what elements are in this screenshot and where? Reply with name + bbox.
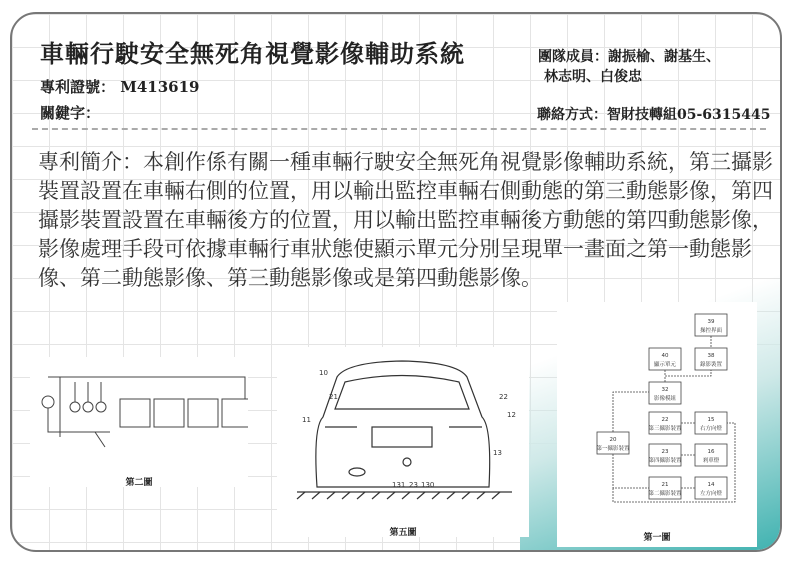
svg-text:22: 22 — [662, 417, 669, 423]
patent-card — [10, 12, 782, 552]
figure-2-diagram — [30, 357, 248, 467]
svg-text:40: 40 — [662, 353, 669, 359]
svg-text:顯示單元: 顯示單元 — [654, 360, 677, 368]
figure-1-caption: 第一圖 — [557, 530, 757, 543]
svg-text:13: 13 — [493, 449, 502, 457]
patent-summary: 專利簡介：本創作係有關一種車輛行駛安全無死角視覺影像輔助系統，第三攝影裝置設置在車輛右側的位置，用以輸出監控車輛右側動態的第三動態影像，第四攝影裝置設置在車輛後方的位置，用以輸出監控車輛後方動態的第四動態影像，影像處理手段可依據車輛行車狀態使顯示單元分別呈現單一畫面之第一動態影像、第二動態影像、第三動態影像或是第四動態影像。 — [38, 148, 778, 293]
figure-5-caption: 第五圖 — [277, 525, 529, 538]
svg-text:131: 131 — [392, 481, 405, 489]
svg-text:14: 14 — [708, 482, 715, 488]
svg-text:21: 21 — [662, 482, 669, 488]
svg-text:23: 23 — [662, 449, 669, 455]
svg-text:21: 21 — [329, 393, 338, 401]
svg-text:38: 38 — [708, 353, 715, 359]
figure-5 — [277, 347, 529, 537]
svg-text:16: 16 — [708, 449, 715, 455]
figure-2-caption: 第二圖 — [30, 475, 248, 488]
svg-text:第四攝影裝置: 第四攝影裝置 — [648, 456, 682, 464]
svg-text:左方向燈: 左方向燈 — [700, 489, 723, 497]
figure-1 — [557, 302, 757, 547]
svg-text:右方向燈: 右方向燈 — [700, 424, 723, 432]
figure-5-car-rear — [277, 347, 529, 512]
svg-text:32: 32 — [662, 387, 669, 393]
contact-info: 聯絡方式：智財技轉組05-6315445 — [537, 104, 770, 124]
svg-text:第一攝影裝置: 第一攝影裝置 — [596, 444, 630, 452]
keywords-label: 關鍵字： — [40, 102, 100, 123]
svg-text:130: 130 — [421, 481, 434, 489]
svg-text:第二攝影裝置: 第二攝影裝置 — [648, 489, 682, 497]
patent-title: 車輛行駛安全無死角視覺影像輔助系統 — [40, 34, 465, 69]
patent-number: M413619 — [120, 78, 199, 96]
svg-text:39: 39 — [708, 319, 715, 325]
svg-text:錄影裝置: 錄影裝置 — [700, 360, 723, 368]
figure-2 — [30, 357, 248, 487]
divider — [32, 128, 766, 130]
svg-text:剎車燈: 剎車燈 — [703, 456, 720, 464]
svg-text:11: 11 — [302, 416, 311, 424]
svg-text:15: 15 — [708, 417, 715, 423]
svg-text:操控界面: 操控界面 — [700, 326, 723, 334]
svg-text:12: 12 — [507, 411, 516, 419]
svg-text:20: 20 — [610, 437, 617, 443]
svg-text:23: 23 — [409, 481, 418, 489]
svg-text:影像模組: 影像模組 — [654, 394, 677, 402]
team-members: 團隊成員：謝振榆、謝基生、 林志明、白俊忠 — [538, 46, 720, 86]
svg-text:22: 22 — [499, 393, 508, 401]
svg-text:第三攝影裝置: 第三攝影裝置 — [648, 424, 682, 432]
patent-number-label: 專利證號： M413619 — [40, 76, 199, 97]
svg-text:10: 10 — [319, 369, 328, 377]
figure-1-block-diagram — [557, 302, 757, 517]
